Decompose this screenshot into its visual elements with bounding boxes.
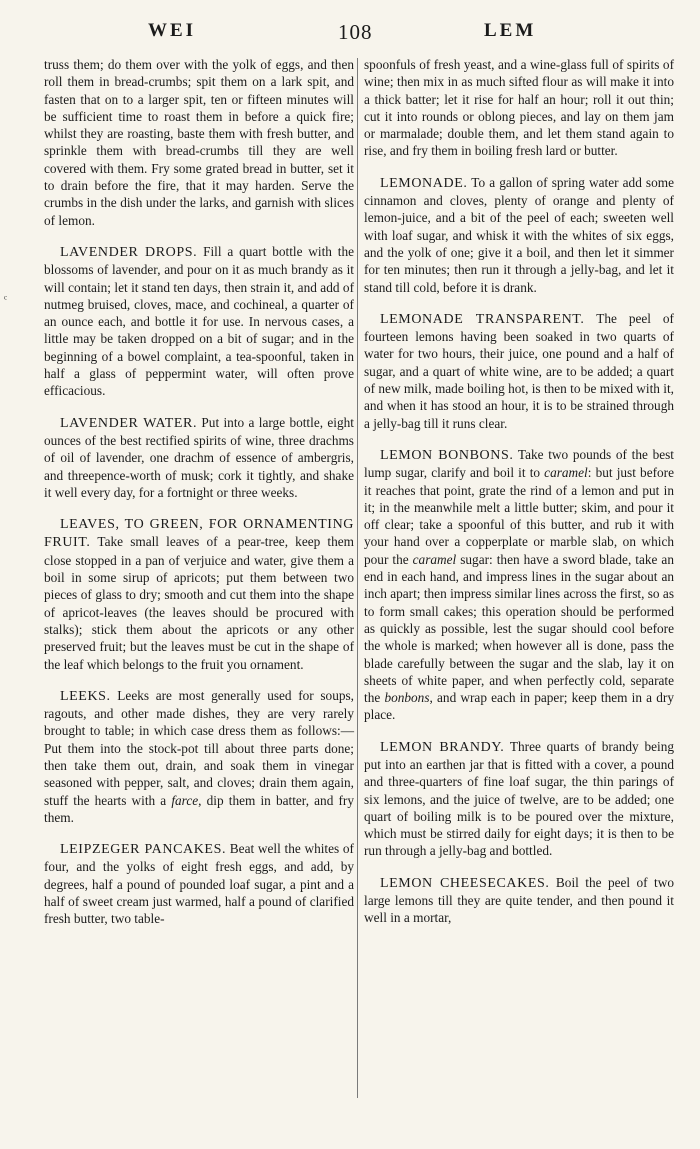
entry-body: Take two pounds of the best lump sugar, clarify and boil it to [364, 446, 675, 481]
left-column [44, 56, 354, 942]
entry-body: Three quarts of brandy being put into an earthen jar that is fitted with a cover, a pound and three-quarters of fine loaf sugar, the thin parings of six lemons, and the juice of twelve, are to be added; one quart of boiling milk is to be poured over the mixture, which must be stirred daily for eight days; it is then to be run through a jelly-bag and bottled. [364, 738, 675, 859]
entry-title: LAVENDER WATER. [60, 415, 198, 431]
entry-title: LEMON BRANDY. [380, 739, 505, 755]
entry-pancakes-continued [364, 56, 674, 160]
header-left-catchword: WEI [148, 20, 197, 41]
entry-body: truss them; do them over with the yolk of eggs, and then roll them in bread-crumbs; spit them on a lark spit, and fasten that on to a larger spit, ten or fifteen minutes will be sufficient time to roast them in before a quick fire; whilst they are roasting, baste them with fresh butter, and sprinkle them with bread-crumbs till they are well covered with them. Fry some grated bread in butter, set it to drain before the fire, that it may harden. Serve the crumbs in the dish under the larks, and garnish with slices of lemon. [44, 57, 354, 228]
entry-title: LEAVES, TO GREEN, FOR ORNAMENTING FRUIT. [44, 517, 354, 551]
entry-italic-term: farce [171, 792, 199, 808]
entry-body: Beat well the whites of four, and the yolks of eight fresh eggs, and add, by degrees, half a pound of pounded loaf sugar, a pint and a half of sweet cream just warmed, half a pound of clarified fresh butter, two table- [44, 841, 354, 927]
entry-larks-continued [44, 56, 354, 229]
entry-lemonade [364, 174, 674, 296]
running-header [0, 20, 700, 50]
header-right-catchword: LEM [484, 20, 537, 41]
entry-body: spoonfuls of fresh yeast, and a wine-glass full of spirits of wine; then mix in as much sifted flour as will make it into a thick batter; let it rise for half an hour; roll it out thin; cut it into rounds or oblong pieces, and lay on them jam or marmalade; double them, and let them stand again to rise, and fry them in boiling fresh lard or butter. [364, 57, 674, 159]
entry-body: To a gallon of spring water add some cinnamon and cloves, plenty of orange and plenty of lemon-juice, and a bit of the peel of each; sweeten well with loaf sugar, and whisk it with the whites of six eggs, and the yolk of one; give it a boil, and then let it simmer for ten minutes; then run it through a jelly-bag, and let it stand till cold, before it is drank. [364, 174, 674, 295]
entry-leaves-to-green [44, 515, 354, 673]
entry-title: LEMON CHEESECAKES. [380, 875, 550, 891]
entry-italic-term: caramel [412, 551, 457, 567]
right-column [364, 56, 674, 941]
entry-title: LEEKS. [60, 688, 111, 704]
entry-body: : but just before it reaches that point, grate the rind of a lemon and put in it; in the meanwhile melt a little butter; skim, and pour it off clear; take a spoonful of this butter, and rub it with your hand over a copperplate or marble slab, on which pour the [364, 465, 674, 567]
entry-leipzeger-pancakes [44, 840, 354, 927]
entry-lemon-bonbons [364, 446, 674, 724]
entry-body: sugar: then have a sword blade, take an end in each hand, and impress lines in the sugar about an inch apart; then impress similar lines across the first, so as to form small cakes; this operation should be performed as quickly as possible, lest the sugar should cool before the whole is marked; when however all is done, pass the blade carefully between the sugar and the slab, lay it on sheets of white paper, and when perfectly cold, separate the [364, 551, 674, 706]
entry-body: , and wrap each in paper; keep them in a dry place. [364, 690, 674, 723]
entry-title: LAVENDER DROPS. [60, 244, 198, 260]
entry-body: , dip them in batter, and fry them. [44, 792, 354, 825]
entry-italic-term: caramel [544, 465, 588, 481]
entry-leeks [44, 687, 354, 826]
entry-body: Put into a large bottle, eight ounces of the best rectified spirits of wine, three drachms of oil of lavender, one drachm of essence of ambergris, and threepence-worth of musk; cork it tightly, and shake it well every day, for a fortnight or three weeks. [44, 414, 354, 500]
entry-lavender-water [44, 414, 354, 501]
entry-body: The peel of fourteen lemons having been soaked in two quarts of water for two hours, their juice, one pound and a half of sugar, and a quart of white wine, are to be added; a quart of new milk, made boiling hot, is then to be mixed with it, and when it has stood an hour, it is to be strained through a jelly-bag till it runs clear. [364, 310, 674, 431]
entry-body: Take small leaves of a pear-tree, keep them close stopped in a pan of verjuice and water, give them a boil in some sirup of apricots; put them between two pieces of glass to dry; smooth and cut them into the shape of apricot-leaves (the leaves should be procured with stalks); stick them about the apricots or any other preserved fruit; but the leaves must be cut in the shape of the leaf which belongs to the fruit you ornament. [44, 534, 354, 672]
entry-lemon-brandy [364, 738, 674, 860]
entry-lemon-cheesecakes [364, 874, 674, 927]
entry-title: LEMON BONBONS. [380, 447, 514, 463]
entry-body: Boil the peel of two large lemons till they are quite tender, and then pound it well in a mortar, [364, 874, 674, 926]
margin-mark: ᶜ [4, 292, 8, 306]
page-number: 108 [338, 20, 373, 44]
entry-body: Leeks are most generally used for soups, ragouts, and other made dishes, they are very rarely brought to table; in which case dress them as follows:—Put them into the stock-pot till about three parts done; then take them out, drain, and soak them in vinegar seasoned with pepper, salt, and cloves; drain them again, stuff the hearts with a [44, 687, 354, 808]
entry-title: LEMONADE TRANSPARENT. [380, 311, 585, 327]
column-divider [357, 58, 358, 1098]
entry-lavender-drops [44, 243, 354, 400]
entry-title: LEMONADE. [380, 175, 468, 191]
entry-body: Fill a quart bottle with the blossoms of lavender, and pour on it as much brandy as it will contain; let it stand ten days, then strain it, and add of nutmeg bruised, cloves, mace, and cochineal, a quarter of an ounce each, and bottle it for use. In nervous cases, a little may be taken dropped on a bit of sugar; and in the beginning of a bowel complaint, a tea-spoonful, taken in half a glass of peppermint water, will often prove efficacious. [44, 243, 354, 399]
entry-italic-term: bonbons [384, 690, 430, 706]
entry-lemonade-transparent [364, 310, 674, 432]
entry-title: LEIPZEGER PANCAKES. [60, 842, 227, 858]
